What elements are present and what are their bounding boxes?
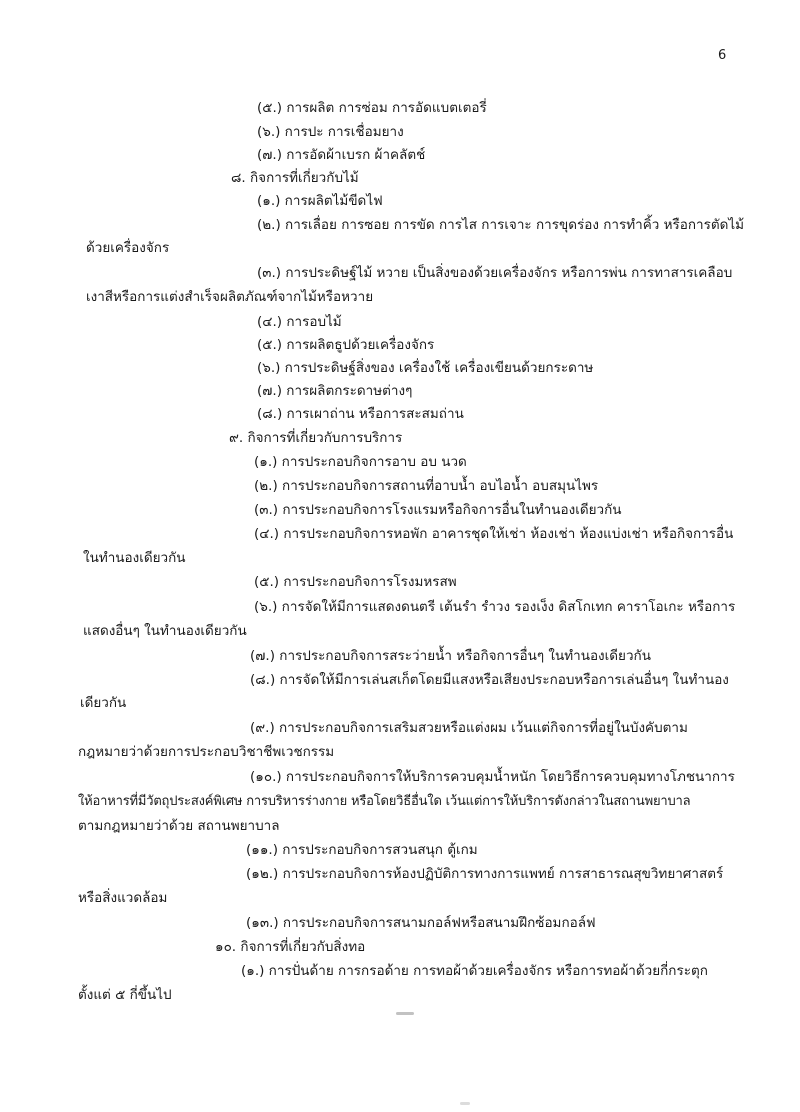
- list-item-continuation: ในทำนองเดียวกัน: [83, 550, 186, 566]
- list-item: (๘.) การเผาถ่าน หรือการสะสมถ่าน: [257, 406, 464, 422]
- list-item: (๖.) การปะ การเชื่อมยาง: [257, 124, 404, 140]
- list-item: (๖.) การประดิษฐ์สิ่งของ เครื่องใช้ เครื่องเขียนด้วยกระดาษ: [257, 360, 594, 376]
- list-item: (๔.) การอบไม้: [257, 314, 342, 330]
- list-item: (๑.) การประกอบกิจการอาบ อบ นวด: [254, 454, 467, 470]
- list-item-continuation: กฎหมายว่าด้วยการประกอบวิชาชีพเวชกรรม: [78, 744, 335, 760]
- list-item: (๑๑.) การประกอบกิจการสวนสนุก ตู้เกม: [246, 842, 478, 858]
- list-item-continuation: ตั้งแต่ ๕ กี่ขึ้นไป: [78, 987, 172, 1003]
- section-heading: ๑๐. กิจการที่เกี่ยวกับสิ่งทอ: [215, 939, 366, 955]
- list-item: (๗.) การผลิตกระดาษต่างๆ: [257, 383, 413, 399]
- list-item: (๔.) การประกอบกิจการหอพัก อาคารชุดให้เช่า ห้องเช่า ห้องแบ่งเช่า หรือกิจการอื่น: [254, 526, 734, 542]
- scan-mark: [396, 1012, 414, 1015]
- page-number: 6: [718, 48, 727, 63]
- list-item: (๗.) การอัดผ้าเบรก ผ้าคลัตช์: [257, 147, 426, 163]
- list-item: (๑๒.) การประกอบกิจการห้องปฏิบัติการทางการแพทย์ การสาธารณสุขวิทยาศาสตร์: [246, 866, 724, 882]
- list-item: (๖.) การจัดให้มีการแสดงดนตรี เต้นรำ รำวง รองเง็ง ดิสโกเทก คาราโอเกะ หรือการ: [254, 599, 736, 615]
- list-item: (๕.) การผลิตธูปด้วยเครื่องจักร: [257, 337, 435, 353]
- section-heading: ๙. กิจการที่เกี่ยวกับการบริการ: [229, 430, 403, 446]
- list-item: (๒.) การเลื่อย การซอย การขัด การไส การเจาะ การขุดร่อง การทำคิ้ว หรือการตัดไม้: [257, 217, 745, 233]
- list-item: (๓.) การประดิษฐ์ไม้ หวาย เป็นสิ่งของด้วยเครื่องจักร หรือการพ่น การทาสารเคลือบ: [257, 265, 733, 281]
- list-item-continuation: เงาสีหรือการแต่งสำเร็จผลิตภัณฑ์จากไม้หรือหวาย: [86, 289, 374, 305]
- list-item: (๕.) การผลิต การซ่อม การอัดแบตเตอรี่: [257, 100, 487, 116]
- list-item: (๑.) การผลิตไม้ขีดไฟ: [257, 193, 383, 209]
- list-item: (๗.) การประกอบกิจการสระว่ายน้ำ หรือกิจการอื่นๆ ในทำนองเดียวกัน: [250, 648, 651, 664]
- list-item: (๑๐.) การประกอบกิจการให้บริการควบคุมน้ำหนัก โดยวิธีการควบคุมทางโภชนาการ: [250, 769, 735, 785]
- list-item-continuation: เดียวกัน: [80, 695, 127, 711]
- list-item: (๙.) การประกอบกิจการเสริมสวยหรือแต่งผม เว้นแต่กิจการที่อยู่ในบังคับตาม: [250, 720, 688, 736]
- list-item-continuation: หรือสิ่งแวดล้อม: [78, 890, 168, 906]
- list-item: (๑๓.) การประกอบกิจการสนามกอล์ฟหรือสนามฝึกซ้อมกอล์ฟ: [246, 915, 596, 931]
- section-heading: ๘. กิจการที่เกี่ยวกับไม้: [231, 170, 359, 186]
- list-item: (๓.) การประกอบกิจการโรงแรมหรือกิจการอื่นในทำนองเดียวกัน: [254, 502, 622, 518]
- scan-mark: [460, 1102, 470, 1105]
- list-item-continuation: ด้วยเครื่องจักร: [86, 240, 170, 256]
- list-item-continuation: แสดงอื่นๆ ในทำนองเดียวกัน: [83, 623, 247, 639]
- list-item-continuation: ตามกฎหมายว่าด้วย สถานพยาบาล: [78, 818, 280, 834]
- list-item: (๘.) การจัดให้มีการเล่นสเก็ตโดยมีแสงหรือเสียงประกอบหรือการเล่นอื่นๆ ในทำนอง: [250, 672, 729, 688]
- list-item: (๕.) การประกอบกิจการโรงมหรสพ: [254, 574, 457, 590]
- list-item: (๒.) การประกอบกิจการสถานที่อาบน้ำ อบไอน้ำ อบสมุนไพร: [254, 478, 599, 494]
- list-item-continuation: ให้อาหารที่มีวัตถุประสงค์พิเศษ การบริหารร่างกาย หรือโดยวิธีอื่นใด เว้นแต่การให้บริการดังกล่าวในสถานพยาบาล: [78, 794, 691, 809]
- list-item: (๑.) การปั่นด้าย การกรอด้าย การทอผ้าด้วยเครื่องจักร หรือการทอผ้าด้วยกี่กระตุก: [241, 963, 708, 979]
